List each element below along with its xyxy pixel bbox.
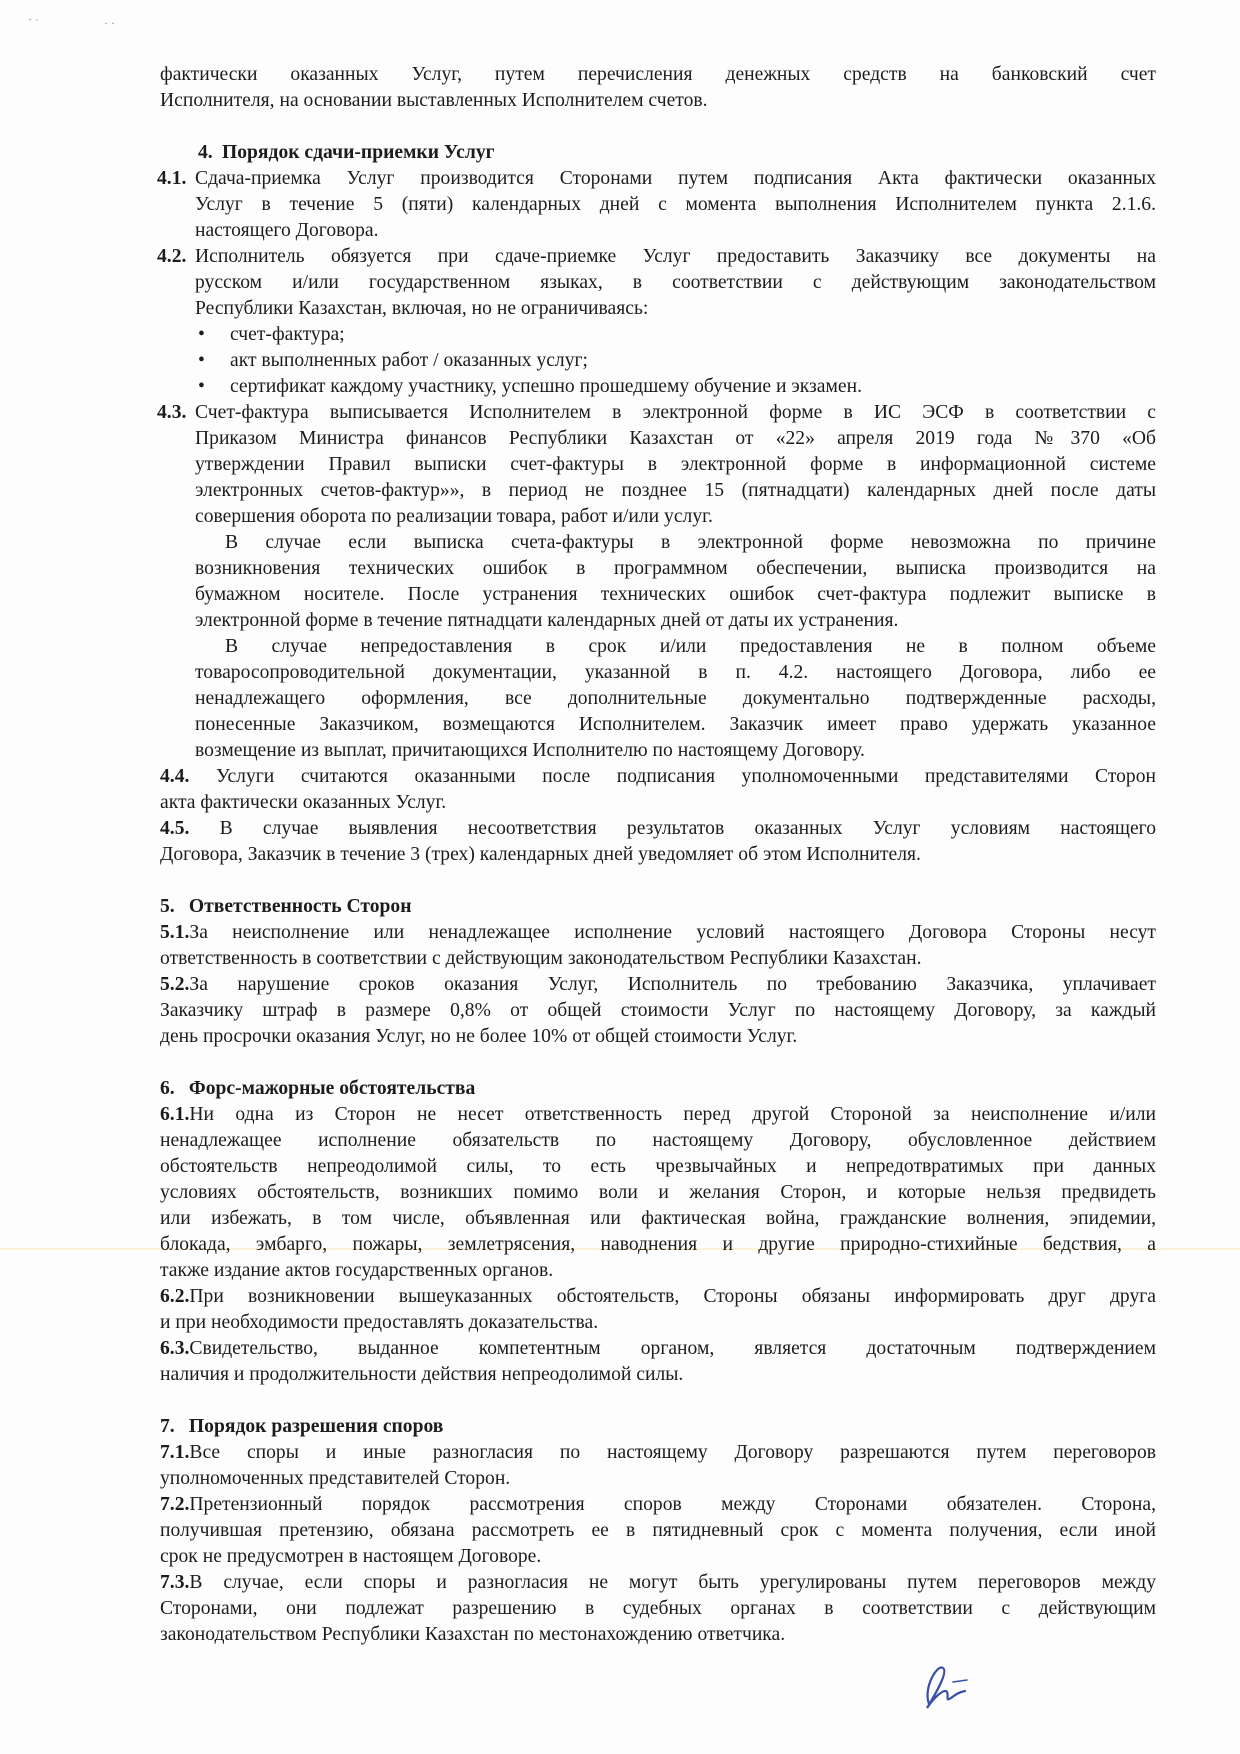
clause-line: утверждении Правил выписки счет-фактуры в электронной форме в информационной системе [195,454,1156,475]
clause-line: Претензионный порядок рассмотрения споров между Сторонами обязателен. Сторона, [189,1494,1156,1515]
clause-line: В случае выявления несоответствия результатов оказанных Услуг условиям настоящего [219,818,1156,839]
bullet-icon: • [198,324,205,345]
clause-number: 5.1. [160,922,190,943]
clause-line: Заказчику штраф в размере 0,8% от общей стоимости Услуг по настоящему Договору, за каждый [160,1000,1156,1021]
clause-line: день просрочки оказания Услуг, но не более 10% от общей стоимости Услуг. [160,1026,798,1047]
clause-line: уполномоченных представителей Сторон. [160,1468,511,1489]
clause-line: Договора, Заказчик в течение 3 (трех) календарных дней уведомляет об этом Исполнителя. [160,844,921,865]
clause-line: За неисполнение или ненадлежащее исполнение условий настоящего Договора Стороны несут [189,922,1156,943]
section-heading [160,1414,1156,1440]
clause-line: условиях обстоятельств, возникших помимо воли и желания Сторон, и которые нельзя предвидеть [160,1182,1156,1203]
list-item [160,374,1156,400]
section-number: 4. [198,142,213,163]
clause-line: и при необходимости предоставлять доказательства. [160,1312,599,1333]
clause-line: совершения оборота по реализации товара, работ и/или услуг. [195,506,713,527]
clause-line: ненадлежащего оформления, все дополнительные документально подтвержденные расходы, [195,688,1156,709]
clause-line: Услуг в течение 5 (пяти) календарных дней с момента выполнения Исполнителем пункта 2.1.6. [195,194,1156,215]
section-title: Форс-мажорные обстоятельства [188,1078,476,1099]
clause-number: 6.2. [160,1286,190,1307]
clause-number: 7.1. [160,1442,190,1463]
clause-number: 6.1. [160,1104,190,1125]
section-title: Порядок разрешения споров [188,1416,444,1437]
clause-line: возникновения технических ошибок в программном обеспечении, выписка производится на [195,558,1156,579]
bullet-icon: • [198,376,205,397]
list-item-text: сертификат каждому участнику, успешно прошедшему обучение и экзамен. [230,376,862,397]
clause-number: 4.4. [160,766,190,787]
section-heading [160,140,1156,166]
clause-line: ответственность в соответствии с действующим законодательством Республики Казахстан. [160,948,922,969]
clause-line: возмещение из выплат, причитающихся Исполнителю по настоящему Договору. [195,740,865,761]
section-title: Ответственность Сторон [188,896,412,917]
clause-line: Услуги считаются оказанными после подписания уполномоченными представителями Сторон [215,766,1156,787]
document-body [157,62,1156,1648]
clause-number: 4.2. [157,246,187,267]
clause-4-2 [157,244,1156,322]
section-heading [160,1076,1156,1102]
clause-line: понесенные Заказчиком, возмещаются Исполнителем. Заказчик имеет право удержать указанное [195,714,1156,735]
clause-line: также издание актов государственных органов. [160,1260,554,1281]
clause-line: Приказом Министра финансов Республики Казахстан от «22» апреля 2019 года №370 «Об [195,428,1156,449]
clause-number: 4.1. [157,168,187,189]
clause-number: 4.5. [160,818,190,839]
clause-number: 7.3. [160,1572,190,1593]
scan-artifact-mark: · · [104,16,115,30]
clause-line: электронных счетов-фактур»», в период не позднее 15 (пятнадцати) календарных дней после даты [195,480,1156,501]
clause-line: Свидетельство, выданное компетентным органом, является достаточным подтверждением [189,1338,1156,1359]
list-item [160,348,1156,374]
section-title: Порядок сдачи-приемки Услуг [222,142,495,163]
clause-5-1 [160,920,1156,972]
clause-4-3 [157,400,1156,764]
list-item-text: счет-фактура; [230,324,345,345]
clause-4-4 [160,764,1156,816]
list-item [160,322,1156,348]
clause-line: бумажном носителе. После устранения технических ошибок счет-фактура подлежит выписке в [195,584,1156,605]
clause-line: товаросопроводительной документации, указанной в п. 4.2. настоящего Договора, либо ее [195,662,1156,683]
intro-line: Исполнителя, на основании выставленных Исполнителем счетов. [160,90,708,111]
clause-line: блокада, эмбарго, пожары, землетрясения, наводнения и другие природно-стихийные бедствия, а [160,1234,1156,1255]
section-heading [160,894,1156,920]
clause-line: Ни одна из Сторон не несет ответственность перед другой Стороной за неисполнение и/или [189,1104,1156,1125]
clause-line: Исполнитель обязуется при сдаче-приемке Услуг предоставить Заказчику все документы на [195,246,1156,267]
clause-line: законодательством Республики Казахстан по местонахождению ответчика. [160,1624,786,1645]
section-number: 5. [160,896,175,917]
clause-6-1 [160,1102,1156,1284]
clause-line: настоящего Договора. [195,220,379,241]
clause-number: 5.2. [160,974,190,995]
clause-4-5 [160,816,1156,868]
clause-number: 4.3. [157,402,187,423]
intro-line: фактически оказанных Услуг, путем перечисления денежных средств на банковский счет [160,64,1156,85]
clause-line: Счет-фактура выписывается Исполнителем в электронной форме в ИС ЭСФ в соответствии с [195,402,1156,423]
clause-line: Республики Казахстан, включая, но не ограничиваясь: [195,298,649,319]
clause-line: русском и/или государственном языках, в соответствии с действующим законодательством [195,272,1156,293]
clause-line: В случае, если споры и разногласия не могут быть урегулированы путем переговоров между [189,1572,1156,1593]
clause-6-3 [160,1336,1156,1388]
clause-line: получившая претензию, обязана рассмотреть ее в пятидневный срок с момента получения, если иной [160,1520,1156,1541]
clause-line: или избежать, в том числе, объявленная или фактическая война, гражданские волнения, эпидемии, [160,1208,1156,1229]
clause-line: За нарушение сроков оказания Услуг, Исполнитель по требованию Заказчика, уплачивает [189,974,1156,995]
clause-line: Сторонами, они подлежат разрешению в судебных органах в соответствии с действующим [160,1598,1156,1619]
section-number: 6. [160,1078,175,1099]
scan-artifact-mark: ´ ˙ [28,16,39,30]
clause-number: 7.2. [160,1494,190,1515]
signature-icon [915,1658,975,1714]
clause-line: В случае непредоставления в срок и/или предоставления не в полном объеме [225,636,1156,657]
clause-line: электронной форме в течение пятнадцати календарных дней от даты их устранения. [195,610,899,631]
clause-line: Сдача-приемка Услуг производится Сторонами путем подписания Акта фактически оказанных [195,168,1156,189]
clause-line: срок не предусмотрен в настоящем Договоре. [160,1546,542,1567]
clause-5-2 [160,972,1156,1050]
bullet-icon: • [198,350,205,371]
clause-line: Все споры и иные разногласия по настоящему Договору разрешаются путем переговоров [189,1442,1156,1463]
clause-7-1 [160,1440,1156,1492]
clause-line: В случае если выписка счета-фактуры в электронной форме невозможна по причине [225,532,1156,553]
list-item-text: акт выполненных работ / оказанных услуг; [230,350,588,371]
clause-7-2 [160,1492,1156,1570]
clause-line: акта фактически оказанных Услуг. [160,792,447,813]
clause-line: наличия и продолжительности действия непреодолимой силы. [160,1364,684,1385]
clause-line: При возникновении вышеуказанных обстоятельств, Стороны обязаны информировать друг друга [189,1286,1156,1307]
clause-7-3 [160,1570,1156,1648]
clause-4-1 [157,166,1156,244]
clause-6-2 [160,1284,1156,1336]
clause-line: ненадлежащее исполнение обязательств по настоящему Договору, обусловленное действием [160,1130,1156,1151]
clause-number: 6.3. [160,1338,190,1359]
section-number: 7. [160,1416,175,1437]
clause-line: обстоятельств непреодолимой силы, то есть чрезвычайных и непредотвратимых при данных [160,1156,1156,1177]
